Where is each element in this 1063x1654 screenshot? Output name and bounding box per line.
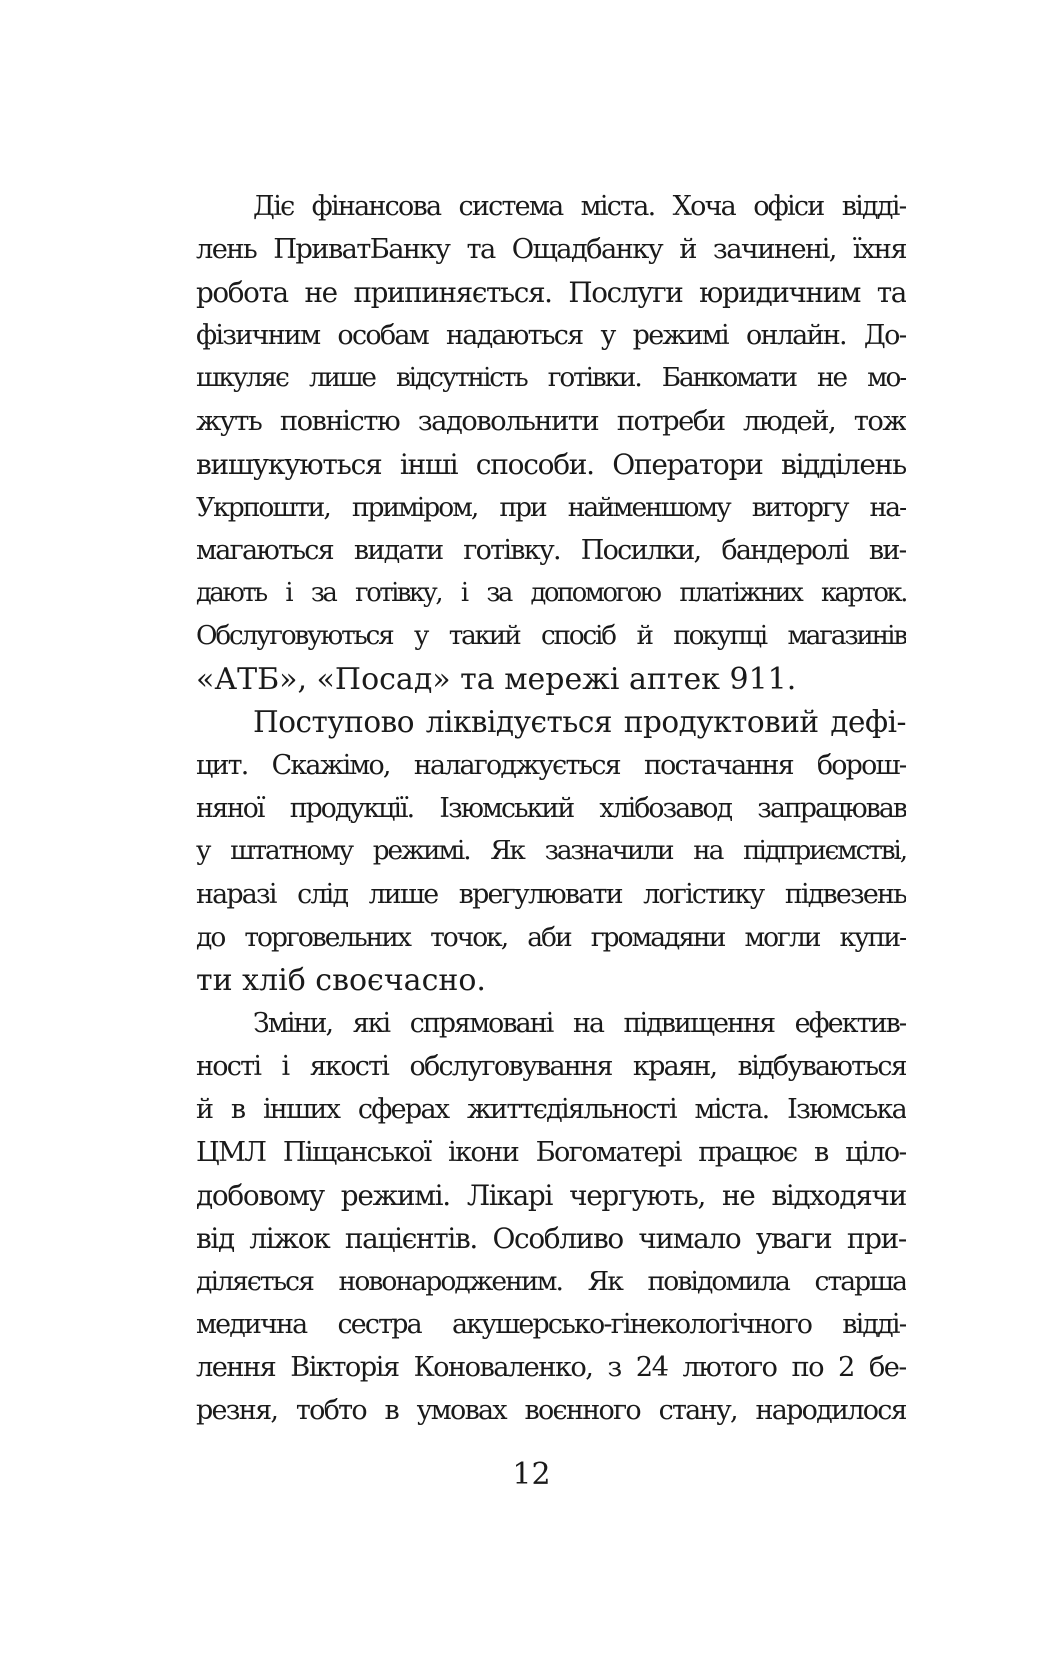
text-line: й в інших сферах життєдіяльності міста. Ізюмська bbox=[196, 1094, 906, 1125]
body-text bbox=[196, 185, 906, 1432]
text-line: Обслуговуються у такий спосіб й покупці магазинів bbox=[196, 621, 906, 651]
text-line: Поступово ліквідується продуктовий дефі- bbox=[253, 705, 906, 739]
text-line: вишукуються інші способи. Оператори відділень bbox=[196, 448, 906, 481]
text-line: Укрпошти, приміром, при найменшому виторгу на- bbox=[196, 492, 906, 523]
text-line: лень ПриватБанку та Ощадбанку й зачинені, їхня bbox=[196, 234, 906, 265]
text-line: добовому режимі. Лікарі чергують, не відходячи bbox=[196, 1179, 906, 1212]
paragraph bbox=[196, 185, 906, 701]
text-line: ЦМЛ Піщанської ікони Богоматері працює в ціло- bbox=[196, 1137, 906, 1168]
text-line: наразі слід лише врегулювати логістику підвезень bbox=[196, 879, 906, 910]
text-line: ти хліб своєчасно. bbox=[196, 963, 486, 998]
text-line: дають і за готівку, і за допомогою платіжних карток. bbox=[196, 578, 906, 608]
text-line: робота не припиняється. Послуги юридичним та bbox=[196, 276, 906, 309]
text-line: резня, тобто в умовах воєнного стану, народилося bbox=[196, 1395, 906, 1426]
text-line: шкуляє лише відсутність готівки. Банкомати не мо- bbox=[196, 363, 906, 393]
text-line: «АТБ», «Посад» та мережі аптек 911. bbox=[196, 662, 797, 697]
paragraph bbox=[196, 701, 906, 1002]
text-line: діляється новонародженим. Як повідомила старша bbox=[196, 1266, 906, 1297]
text-line: Діє фінансова система міста. Хоча офіси відді- bbox=[253, 191, 906, 222]
text-line: жуть повністю задовольнити потреби людей, тож bbox=[196, 406, 906, 437]
text-line: від ліжок пацієнтів. Особливо чимало уваги при- bbox=[196, 1222, 906, 1255]
text-line: няної продукції. Ізюмський хлібозавод запрацював bbox=[196, 793, 906, 824]
text-line: у штатному режимі. Як зазначили на підприємстві, bbox=[196, 836, 906, 866]
text-line: Зміни, які спрямовані на підвищення ефектив- bbox=[253, 1008, 906, 1039]
text-line: цит. Скажімо, налагоджується постачання борош- bbox=[196, 750, 906, 781]
text-line: до торговельних точок, аби громадяни могли купи- bbox=[196, 922, 906, 953]
page-number: 12 bbox=[512, 1457, 551, 1492]
text-line: фізичним особам надаються у режимі онлайн. До- bbox=[196, 320, 906, 351]
text-line: ності і якості обслуговування краян, відбуваються bbox=[196, 1051, 906, 1082]
text-line: медична сестра акушерсько-гінекологічного відді- bbox=[196, 1309, 906, 1340]
paragraph bbox=[196, 1002, 906, 1432]
text-line: лення Вікторія Коноваленко, з 24 лютого по 2 бе- bbox=[196, 1352, 906, 1383]
text-line: магаються видати готівку. Посилки, бандеролі ви- bbox=[196, 535, 906, 566]
